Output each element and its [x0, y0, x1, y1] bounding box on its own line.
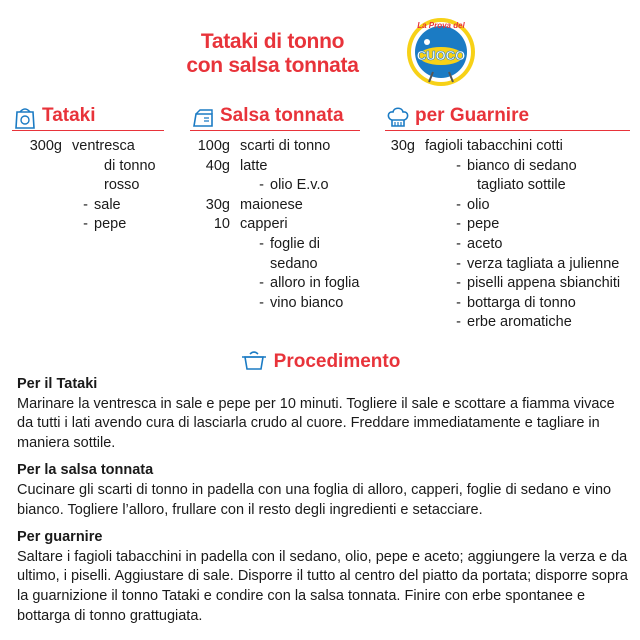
- ingredient-text: di tonno rosso: [104, 157, 156, 194]
- ingredient-dash: -: [456, 196, 461, 213]
- ingredient-qty: [12, 196, 62, 216]
- ingredient-text: latte: [240, 157, 268, 174]
- section-body-salsa: Cucinare gli scarti di tonno in padella con una foglia di alloro, capperi, foglie di sedano e vino bianco. Togliere l’alloro, frullare con il resto degli ingredienti e setacciare.: [17, 481, 612, 518]
- ingredient-qty: [385, 274, 415, 294]
- ingredient-dash: -: [83, 196, 88, 213]
- ingredient-row: [12, 196, 164, 216]
- salsa-header: [190, 100, 360, 131]
- ingredient-dash: -: [259, 235, 264, 252]
- chef-hat-icon: [385, 104, 411, 130]
- procedimento-header: [0, 346, 640, 373]
- ingredient-text: verza tagliata a julienne: [467, 255, 620, 272]
- ingredient-row: [190, 196, 360, 216]
- ingredient-text: pepe: [467, 216, 500, 233]
- la-prova-del-cuoco-logo: [403, 12, 479, 88]
- logo-top-text: La Prova del: [417, 21, 465, 30]
- tataki-heading: Tataki: [42, 105, 96, 126]
- ingredient-row: [385, 255, 630, 275]
- ingredient-text: pepe: [94, 216, 127, 233]
- measuring-cup-icon: [190, 104, 216, 130]
- ingredient-row: [190, 294, 360, 314]
- ingredient-dash: [62, 157, 94, 196]
- section-body-tataki: Marinare la ventresca in sale e pepe per 10 minuti. Togliere il sale e scottare a fiamma vivace da tutti i lati avendo cura di lasciarla crudo al cuore. Freddare immediatamente e tagliare in maniera sottile.: [17, 395, 615, 451]
- ingredient-row: [385, 215, 630, 235]
- ingredient-qty: 100g: [197, 138, 230, 154]
- ingredient-qty: [190, 294, 230, 314]
- ingredient-row: [385, 313, 630, 333]
- ingredient-text: olio E.v.o: [270, 177, 329, 194]
- section-title-salsa: Per la salsa tonnata: [17, 462, 154, 479]
- ingredient-qty: [12, 215, 62, 235]
- ingredient-row: [385, 294, 630, 314]
- ingredient-qty: [385, 255, 415, 275]
- ingredient-dash: -: [83, 216, 88, 233]
- ingredient-text: sale: [94, 196, 121, 213]
- ingredient-row: [12, 137, 164, 157]
- ingredient-row: [12, 215, 164, 235]
- ingredient-text: piselli appena sbianchiti: [467, 275, 621, 292]
- ingredient-qty: [385, 157, 415, 177]
- ingredient-dash: [230, 215, 240, 235]
- ingredient-row: [190, 235, 360, 274]
- ingredient-qty: 30g: [390, 138, 415, 154]
- ingredient-qty: [385, 176, 415, 196]
- ingredient-row: [190, 176, 360, 196]
- ingredient-qty: [385, 313, 415, 333]
- ingredient-qty: [190, 176, 230, 196]
- ingredient-dash: [415, 137, 425, 157]
- ingredient-text: capperi: [240, 216, 288, 233]
- ingredient-text: ventresca: [72, 138, 135, 154]
- ingredient-row: [385, 137, 630, 157]
- ingredient-dash: -: [456, 275, 461, 292]
- guarnire-column: [385, 100, 630, 333]
- ingredient-text: aceto: [467, 235, 503, 252]
- ingredient-qty: [385, 196, 415, 216]
- cooking-pot-icon: [240, 346, 268, 372]
- ingredient-dash: [415, 176, 467, 196]
- ingredient-qty: 40g: [205, 157, 230, 174]
- ingredient-dash: -: [456, 255, 461, 272]
- ingredient-dash: [62, 137, 72, 157]
- ingredient-row: [385, 157, 630, 177]
- tataki-header: [12, 100, 164, 131]
- salsa-ingredients: [190, 137, 360, 313]
- procedimento-heading: Procedimento: [273, 351, 401, 372]
- ingredient-text: scarti di tonno: [240, 138, 331, 154]
- ingredient-dash: -: [259, 177, 264, 194]
- recipe-title-line-1: Tataki di tonno: [200, 30, 345, 53]
- section-body-guarnire: Saltare i fagioli tabacchini in padella con il sedano, olio, pepe e aceto; aggiungere la verza e da ultimo, i piselli. Aggiustare di sale. Disporre il tutto al centro del piatto da portata; disporre sopra la guarnizione il tonno Tataki e condire con la salsa tonnata. Finire con erbe spontanee e bottarga di tonno grattugiata.: [17, 548, 628, 624]
- ingredient-text: foglie di sedano: [270, 235, 320, 272]
- ingredient-qty: [12, 157, 62, 196]
- recipe-title: [150, 30, 395, 78]
- ingredient-dash: -: [456, 314, 461, 331]
- ingredient-qty: [385, 215, 415, 235]
- section-title-guarnire: Per guarnire: [17, 529, 103, 546]
- ingredient-text: bianco di sedano: [467, 157, 577, 174]
- ingredient-row: [385, 196, 630, 216]
- ingredient-qty: [385, 294, 415, 314]
- guarnire-ingredients: [385, 137, 630, 333]
- ingredient-row: [12, 157, 164, 196]
- procedimento-body: [17, 375, 629, 634]
- guarnire-header: [385, 100, 630, 131]
- ingredient-text: vino bianco: [270, 294, 344, 311]
- ingredient-dash: -: [456, 294, 461, 311]
- ingredient-text: bottarga di tonno: [467, 294, 576, 311]
- ingredient-row: [385, 274, 630, 294]
- ingredient-qty: 300g: [29, 138, 62, 154]
- ingredient-text: fagioli tabacchini cotti: [425, 138, 563, 154]
- ingredient-dash: -: [259, 275, 264, 292]
- guarnire-heading: per Guarnire: [415, 105, 530, 126]
- ingredient-row: [190, 215, 360, 235]
- ingredient-text: erbe aromatiche: [467, 314, 572, 331]
- salsa-column: [190, 100, 360, 313]
- ingredient-row: [190, 157, 360, 177]
- ingredient-dash: [230, 196, 240, 216]
- ingredient-dash: [230, 157, 240, 177]
- ingredient-dash: -: [456, 235, 461, 252]
- tataki-column: [12, 100, 164, 235]
- section-title-tataki: Per il Tataki: [17, 376, 98, 392]
- ingredient-row: [190, 274, 360, 294]
- ingredient-dash: -: [456, 216, 461, 233]
- tataki-ingredients: [12, 137, 164, 235]
- ingredient-qty: 30g: [205, 196, 230, 213]
- scale-icon: [12, 104, 38, 130]
- ingredient-qty: 10: [213, 216, 230, 233]
- logo-main-text: CUOCO: [416, 48, 466, 63]
- ingredient-qty: [190, 235, 230, 274]
- ingredient-qty: [385, 235, 415, 255]
- recipe-title-line-2: con salsa tonnata: [186, 54, 359, 77]
- ingredient-row: [190, 137, 360, 157]
- ingredient-qty: [190, 274, 230, 294]
- ingredient-dash: [230, 137, 240, 157]
- ingredient-dash: -: [259, 294, 264, 311]
- ingredient-text: tagliato sottile: [477, 177, 566, 194]
- ingredient-text: alloro in foglia: [270, 275, 360, 292]
- ingredient-dash: -: [456, 157, 461, 174]
- ingredient-row: [385, 176, 630, 196]
- ingredient-text: olio: [467, 196, 490, 213]
- salsa-heading: Salsa tonnata: [220, 105, 344, 126]
- ingredient-text: maionese: [240, 196, 303, 213]
- ingredient-row: [385, 235, 630, 255]
